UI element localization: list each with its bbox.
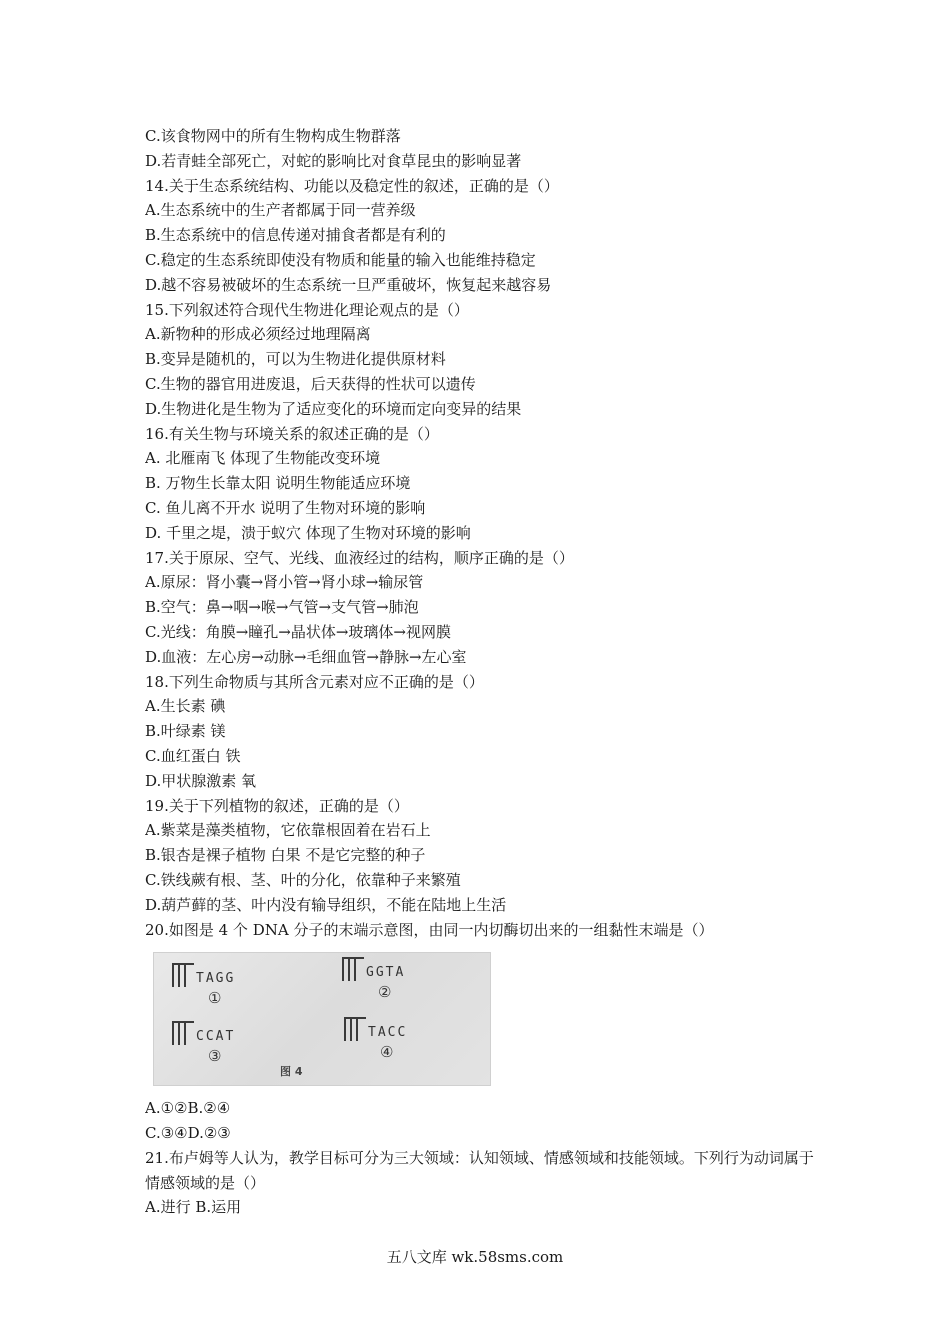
- option-line: A.新物种的形成必须经过地理隔离: [145, 325, 371, 344]
- fragment-number: ①: [208, 989, 222, 1008]
- fragment-number: ③: [208, 1047, 222, 1066]
- text-line: C.该食物网中的所有生物构成生物群落: [145, 127, 401, 145]
- option-line: C.③④D.②③: [145, 1124, 231, 1143]
- fragment-number: ④: [380, 1043, 394, 1062]
- option-line: A.生长素 碘: [145, 697, 226, 716]
- option-line: D. 千里之堤，溃于蚁穴 体现了生物对环境的影响: [145, 523, 471, 542]
- question-19: 19.关于下列植物的叙述，正确的是（）: [145, 796, 409, 815]
- option-line: C. 鱼儿离不开水 说明了生物对环境的影响: [145, 498, 426, 517]
- option-line: C.生物的器官用进废退，后天获得的性状可以遗传: [145, 374, 476, 393]
- option-line: D.生物进化是生物为了适应变化的环境而定向变异的结果: [145, 399, 522, 418]
- fragment-sequence: TACC: [368, 1025, 408, 1041]
- dna-strand-icon: [172, 963, 194, 987]
- option-line: C.血红蛋白 铁: [145, 746, 241, 765]
- question-20: 20.如图是 4 个 DNA 分子的末端示意图，由同一内切酶切出来的一组黏性末端是（）: [145, 920, 714, 939]
- option-line: D.越不容易被破坏的生态系统一旦严重破坏，恢复起来越容易: [145, 275, 552, 294]
- option-line: A.①②B.②④: [145, 1099, 231, 1118]
- text-line: D.若青蛙全部死亡，对蛇的影响比对食草昆虫的影响显著: [145, 151, 522, 170]
- option-line: C.稳定的生态系统即使没有物质和能量的输入也能维持稳定: [145, 250, 536, 269]
- option-line: C.光线：角膜→瞳孔→晶状体→玻璃体→视网膜: [145, 622, 451, 641]
- option-line: D.血液：左心房→动脉→毛细血管→静脉→左心室: [145, 647, 467, 666]
- option-line: D.甲状腺激素 氧: [145, 771, 257, 790]
- option-line: B. 万物生长靠太阳 说明生物能适应环境: [145, 474, 411, 493]
- fragment-number: ②: [378, 983, 392, 1002]
- page-footer: 五八文库 wk.58sms.com: [386, 1248, 564, 1266]
- question-18: 18.下列生命物质与其所含元素对应不正确的是（）: [145, 672, 484, 691]
- dna-strand-icon: [344, 1017, 366, 1041]
- question-17: 17.关于原尿、空气、光线、血液经过的结构，顺序正确的是（）: [145, 548, 574, 567]
- option-line: A.紫菜是藻类植物，它依靠根固着在岩石上: [145, 821, 431, 840]
- question-15: 15.下列叙述符合现代生物进化理论观点的是（）: [145, 300, 469, 319]
- figure-caption: 图 4: [280, 1065, 303, 1079]
- option-line: B.空气：鼻→咽→喉→气管→支气管→肺泡: [145, 598, 419, 617]
- fragment-sequence: CCAT: [196, 1029, 236, 1045]
- question-14: 14.关于生态系统结构、功能以及稳定性的叙述，正确的是（）: [145, 176, 559, 195]
- document-body: [145, 124, 825, 1220]
- question-16: 16.有关生物与环境关系的叙述正确的是（）: [145, 424, 439, 443]
- fragment-sequence: TAGG: [196, 971, 236, 987]
- option-line: A.原尿：肾小囊→肾小管→肾小球→输尿管: [145, 573, 424, 592]
- option-line: B.变异是随机的，可以为生物进化提供原材料: [145, 350, 446, 369]
- question-21: 21.布卢姆等人认为，教学目标可分为三大领域：认知领域、情感领域和技能领域。下列行为动词属于情感领域的是（）: [145, 1148, 814, 1192]
- option-line: D.葫芦藓的茎、叶内没有输导组织，不能在陆地上生活: [145, 895, 507, 914]
- option-line: B.生态系统中的信息传递对捕食者都是有利的: [145, 226, 446, 245]
- question-text-bottom: [145, 1096, 825, 1220]
- dna-strand-icon: [342, 957, 364, 981]
- option-line: B.银杏是裸子植物 白果 不是它完整的种子: [145, 846, 426, 865]
- question-text-top: [145, 124, 825, 942]
- dna-end-figure: [153, 952, 491, 1086]
- option-line: A.进行 B.运用: [145, 1198, 242, 1217]
- option-line: B.叶绿素 镁: [145, 722, 226, 741]
- option-line: A.生态系统中的生产者都属于同一营养级: [145, 201, 416, 220]
- dna-strand-icon: [172, 1021, 194, 1045]
- option-line: C.铁线蕨有根、茎、叶的分化，依靠种子来繁殖: [145, 870, 461, 889]
- option-line: A. 北雁南飞 体现了生物能改变环境: [145, 449, 381, 468]
- fragment-sequence: GGTA: [366, 965, 406, 981]
